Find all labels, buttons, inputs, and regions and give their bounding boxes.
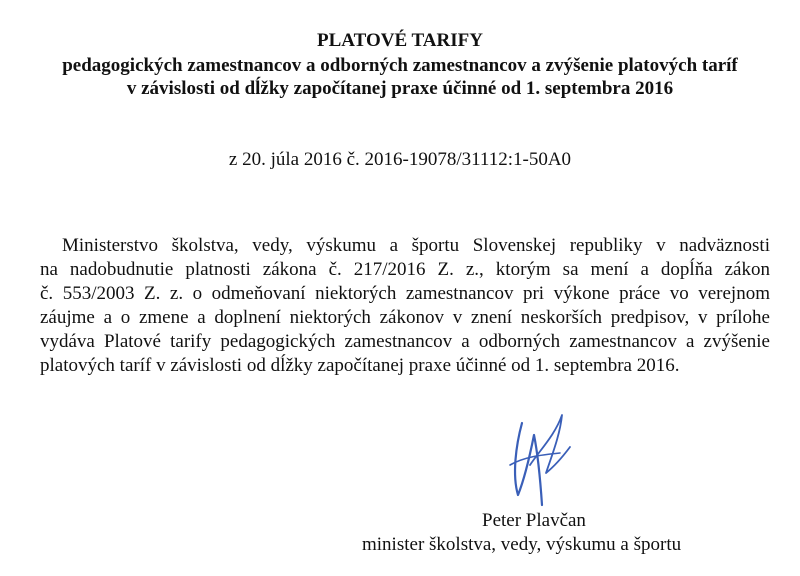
paragraph-line: Ministerstvo školstva, vedy, výskumu a športu Slovenskej republiky v nadväznosti	[62, 235, 770, 256]
paragraph-line: záujme a o zmene a doplnení niektorých zákonov v znení neskorších predpisov, v prílohe	[40, 307, 770, 328]
handwritten-signature	[500, 395, 580, 515]
document-subtitle-line1: pedagogických zamestnancov a odborných zamestnancov a zvýšenie platových taríf	[62, 55, 738, 76]
paragraph-line: č. 553/2003 Z. z. o odmeňovaní niektorých zamestnancov pri výkone práce vo verejnom	[40, 283, 770, 304]
signer-title: minister školstva, vedy, výskumu a športu	[362, 534, 682, 555]
document-title: PLATOVÉ TARIFY	[317, 30, 483, 51]
paragraph-line: platových taríf v závislosti od dĺžky započítanej praxe účinné od 1. septembra 2016.	[40, 355, 680, 376]
document-subtitle-line2: v závislosti od dĺžky započítanej praxe účinné od 1. septembra 2016	[126, 78, 674, 99]
body-paragraph	[40, 234, 770, 378]
paragraph-line: na nadobudnutie platnosti zákona č. 217/2016 Z. z., ktorým sa mení a dopĺňa zákon	[40, 259, 770, 280]
paragraph-line: vydáva Platové tarify pedagogických zamestnancov a odborných zamestnancov a zvýšenie	[40, 331, 770, 352]
signer-name: Peter Plavčan	[482, 510, 586, 531]
reference-number: z 20. júla 2016 č. 2016-19078/31112:1-50A0	[228, 149, 572, 170]
